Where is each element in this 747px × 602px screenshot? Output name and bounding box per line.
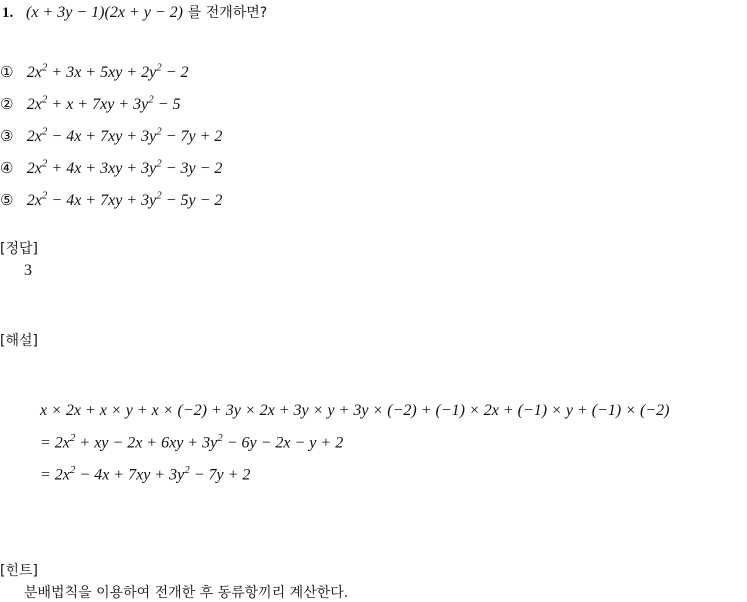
choice-5: [0, 190, 222, 210]
choice-5-mark: ⑤: [0, 191, 14, 210]
hint-text: 분배법칙을 이용하여 전개한 후 동류항끼리 계산한다.: [24, 585, 349, 601]
choice-3-expression: $2x^2 - 4x + 7xy + 3y^2 - 7y + 2$: [26, 126, 223, 146]
answer-label: [정답]: [0, 241, 38, 257]
choice-4-expression: $2x^2 + 4x + 3xy + 3y^2 - 3y - 2$: [26, 158, 223, 178]
question-number: 1.: [2, 5, 14, 21]
choice-4-mark: ④: [0, 159, 14, 178]
answer-value: 3: [24, 262, 32, 279]
solution-label: [해설]: [0, 333, 38, 349]
choice-3: [0, 126, 222, 146]
choice-1: [0, 62, 188, 82]
solution-line-3: = $2x^2 - 4x + 7xy + 3y^2 - 7y + 2$: [40, 464, 251, 484]
choice-5-expression: $2x^2 - 4x + 7xy + 3y^2 - 5y - 2$: [26, 190, 223, 210]
choice-4: [0, 158, 222, 178]
solution-line-2: = $2x^2$ + xy − $2x + 6xy + 3y^2 - 6y - 2x - y + 2$: [40, 432, 344, 452]
choice-1-expression: $2x^2 + 3x + 5xy + 2y^2 - 2$: [26, 62, 189, 82]
solution-line-1: x × 2x + x × y + x × (−2) + 3y × 2x + 3y × y + 3y × (−2) + (−1) × 2x + (−1) × y + (−1) × (−2): [40, 402, 670, 419]
question-prompt: 를 전개하면?: [187, 5, 268, 21]
choice-2-mark: ②: [0, 95, 14, 114]
question-expression: (x + 3y − 1)(2x + y − 2): [26, 4, 183, 21]
choice-2-expression: $2x^2 + x + 7xy + 3y^2 - 5$: [26, 94, 181, 114]
choice-1-mark: ①: [0, 63, 14, 82]
question-line: [2, 2, 267, 22]
choice-2: [0, 94, 180, 114]
hint-label: [힌트]: [0, 563, 38, 579]
choice-3-mark: ③: [0, 127, 14, 146]
